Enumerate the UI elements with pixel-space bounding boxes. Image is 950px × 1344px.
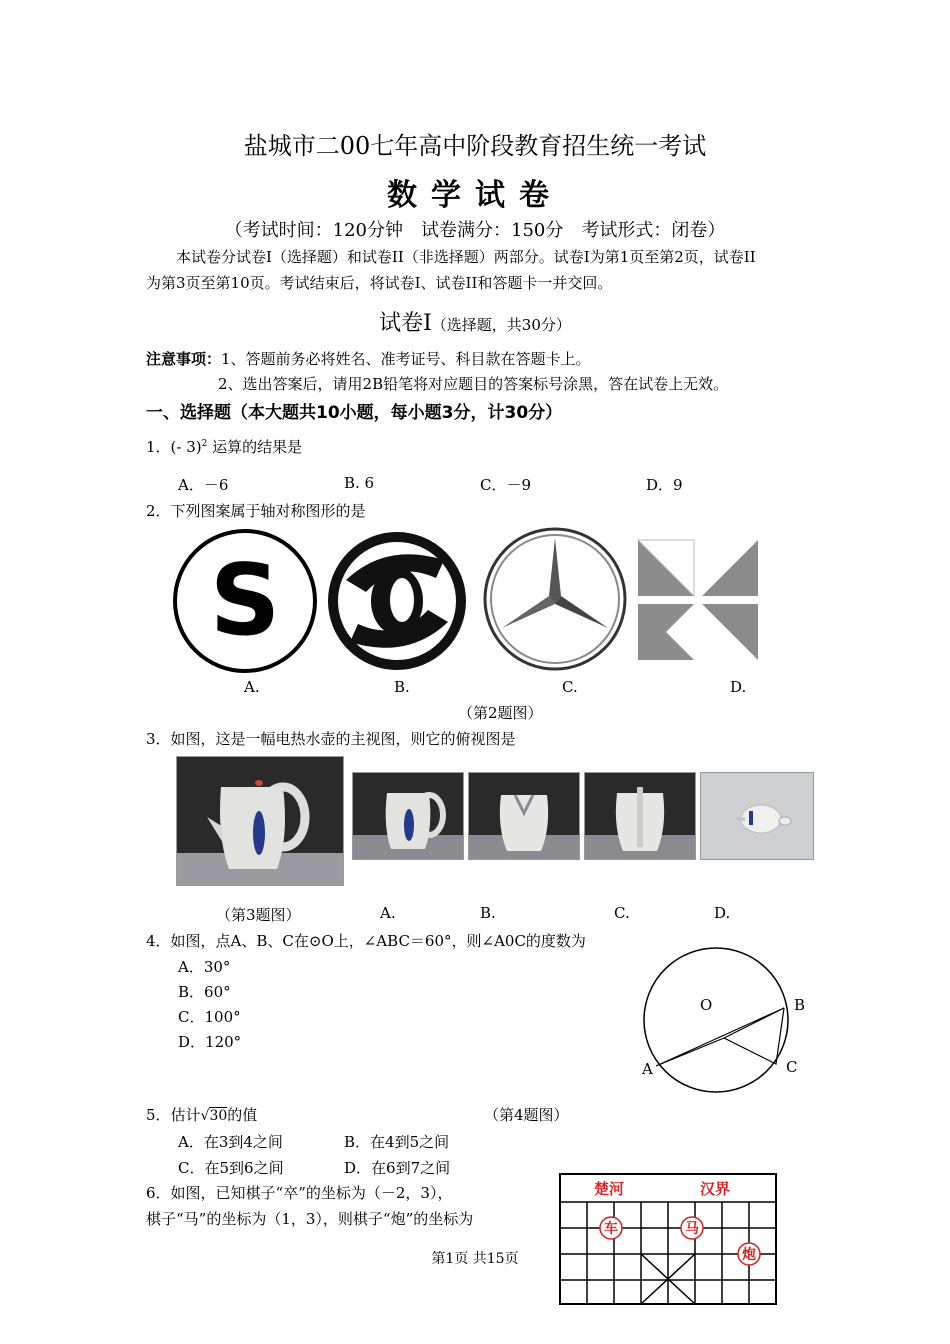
q2-label-b: B. [394,678,410,696]
q4-circle-figure [636,944,816,1098]
q5-radicand: 30 [209,1108,228,1124]
q2-figure-c [480,524,630,674]
q4-label-a: A [642,1060,653,1078]
question-4: 4．如图，点A、B、C在⊙O上，∠ABC＝60°，则∠A0C的度数为 [146,932,586,950]
q4-option-d: D．120° [178,1033,242,1051]
q2-figure-d [636,538,760,662]
section-title [0,306,950,337]
q4-label-c: C [786,1058,798,1076]
q4-caption: （第4题图） [484,1106,569,1124]
q3-label-a: A. [380,904,396,922]
part-title: 一、选择题（本大题共10小题，每小题3分，计30分） [146,403,563,423]
section-name: 试卷I [379,311,432,336]
q1-expr: (- 3) [170,438,202,456]
q3-label-c: C. [614,904,630,922]
q5-suffix: 的值 [227,1106,258,1124]
q3-option-b-photo [468,772,580,860]
q1-exponent: 2 [201,439,208,449]
q1-option-d: D．9 [646,476,683,494]
question-1 [146,436,302,457]
d-blade-3 [702,604,758,660]
c-star-left [502,596,555,628]
q2-label-a: A. [244,678,260,696]
question-3: 3．如图，这是一幅电热水壶的主视图，则它的俯视图是 [146,730,516,748]
question-2: 2．下列图案属于轴对称图形的是 [146,502,366,520]
s-letter: S [209,544,281,658]
c-star-top [549,538,561,604]
q4-circle [644,948,788,1092]
intro-line-1: 本试卷分试卷I（选择题）和试卷II（非选择题）两部分。试卷I为第1页至第2页，试卷II [176,248,756,266]
q1-num: 1． [146,438,171,456]
section-subtitle: （选择题，共30分） [431,316,571,334]
q3-caption: （第3题图） [216,906,301,924]
q2-figure-a [170,526,320,676]
piece-ma-label: 马 [685,1221,699,1237]
q2-figure-b [326,530,468,672]
piece-che-label: 车 [604,1221,618,1237]
q1-option-a: A．－6 [178,476,229,494]
q2-label-c: C. [562,678,578,696]
q4-option-a: A．30° [178,958,231,976]
q4-label-o: O [700,996,713,1014]
q3-kettle-main-photo [176,756,344,886]
c-star-right [555,596,608,628]
notice-label: 注意事项： [146,350,222,368]
q3-option-d-photo [700,772,814,860]
q3-option-a-photo [352,772,464,860]
q5-option-a: A．在3到4之间 [178,1133,283,1151]
q6-chessboard [558,1172,780,1308]
q2-caption: （第2题图） [458,704,543,722]
q6-line-1: 6．如图，已知棋子“卒”的坐标为（－2，3）， [146,1184,453,1202]
piece-che [600,1217,622,1239]
q4-label-b: B [794,996,806,1014]
subject-title: 数学试卷 [387,178,563,213]
notice-1 [146,348,591,369]
notice-2: 2、选出答案后，请用2B铅笔将对应题目的答案标号涂黑，答在试卷上无效。 [218,375,729,393]
page-footer: 第1页 共15页 [431,1251,519,1267]
d-blade-2 [702,540,758,596]
q5-option-d: D．在6到7之间 [344,1159,451,1177]
piece-ma [681,1217,703,1239]
b-center-hole [390,578,414,622]
river-right: 汉界 [700,1180,731,1198]
q5-prefix: 5．估计 [146,1106,201,1124]
q3-label-d: D. [714,904,731,922]
q2-label-d: D. [730,678,747,696]
q1-option-c: C．－9 [480,476,532,494]
exam-title: 盐城市二00七年高中阶段教育招生统一考试 [243,132,707,160]
q3-label-b: B. [480,904,496,922]
q6-line-2: 棋子“马”的坐标为（1，3），则棋子“炮”的坐标为 [146,1210,474,1228]
q4-chord-bc [724,1008,784,1064]
q4-chord-ab [656,1008,784,1066]
intro-line-2: 为第3页至第10页。考试结束后，将试卷I、试卷II和答题卡一并交回。 [146,274,613,292]
notice-text-1: 1、答题前务必将姓名、准考证号、科目款在答题卡上。 [221,350,591,368]
q4-option-c: C．100° [178,1008,241,1026]
q3-option-c-photo [584,772,696,860]
q1-text: 运算的结果是 [212,438,303,456]
q5-option-b: B．在4到5之间 [344,1133,450,1151]
question-5: 5．估计√30的值 [146,1106,258,1124]
q1-option-b: B. 6 [344,474,375,492]
q5-option-c: C．在5到6之间 [178,1159,284,1177]
river-left: 楚河 [594,1180,625,1198]
piece-pao-label: 炮 [742,1247,756,1263]
exam-info: （考试时间：120分钟 试卷满分：150分 考试形式：闭卷） [224,220,726,241]
q4-option-b: B．60° [178,983,231,1001]
